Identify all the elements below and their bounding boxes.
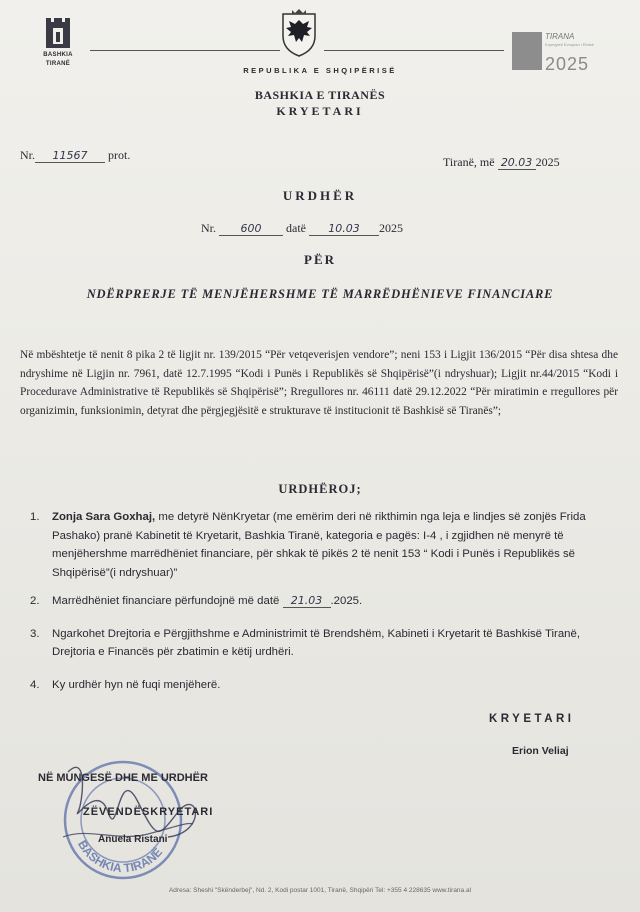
stamp-text: BASHKIA TIRANË xyxy=(74,837,166,876)
protocol-prefix: Nr. xyxy=(20,148,35,162)
item-number: 4. xyxy=(30,678,40,691)
order-date-label: datë xyxy=(286,221,306,235)
issue-date-year: 2025 xyxy=(535,155,560,169)
item-number: 3. xyxy=(30,627,40,640)
tirana-logo-year: 2025 xyxy=(545,54,590,74)
order-subject: NDËRPRERJE TË MENJËHERSHME TË MARRËDHËNIEVE FINANCIARE xyxy=(86,287,554,301)
office-name: KRYETARI xyxy=(276,104,364,118)
item-number: 2. xyxy=(30,595,40,607)
tirana-logo-title: TIRANA xyxy=(545,32,575,41)
order-item-3 xyxy=(20,625,618,662)
protocol-suffix: prot. xyxy=(108,148,131,162)
order-item-1 xyxy=(20,508,618,582)
order-nr-handwritten: 600 xyxy=(219,223,283,236)
item-3-text: Ngarkohet Drejtoria e Përgjithshme e Administrimit të Brendshëm, Kabineti i Kryetarit të Bashkisë Tiranë, Drejtoria e Financës për zbatimin e këtij urdhëri. xyxy=(52,627,580,658)
item-1-bold: Zonja Sara Goxhaj, xyxy=(52,511,156,523)
document-title: URDHËR xyxy=(282,188,358,203)
issue-date-prefix: Tiranë, më xyxy=(443,155,495,169)
tirana-2025-logo xyxy=(512,32,607,74)
logo-label-tirane: TIRANË xyxy=(45,61,71,67)
order-year: 2025 xyxy=(379,221,403,235)
item-2-text-after: .2025. xyxy=(330,595,363,607)
item-2-text-before: Marrëdhëniet financiare përfundojnë më datë xyxy=(52,595,283,607)
issue-date xyxy=(443,155,560,170)
issue-date-handwritten: 20.03 xyxy=(498,157,536,170)
order-item-2 xyxy=(20,592,618,611)
header-rule-left xyxy=(90,50,280,51)
bashkia-logo xyxy=(36,16,80,68)
deputy-title: ZËVENDËSKRYETARI xyxy=(83,806,214,818)
tirana-logo-mark-icon xyxy=(512,32,542,70)
order-item-4 xyxy=(20,676,618,695)
legal-basis-paragraph: Në mbështetje të nenit 8 pika 2 të ligjit nr. 139/2015 “Për vetqeverisjen vendore”; neni 153 i Ligjit 136/2015 “Për disa shtesa dhe ndryshime në Ligjin nr. 7961, datë 12.7.1995 “Kodi i Punës i Republikës së Shqipërisë”(i ndryshuar); Ligjit nr.44/2015 “Kodi i Procedurave Administrative të Republikës së Shqipërisë”; Rregullores nr. 46111 datë 29.12.2022 “Për miratimin e rregullores për organizimin, funksionimin, detyrat dhe përgjegjësitë e strukturave të institucionit të Bashkisë së Tiranës”; xyxy=(20,349,618,417)
deputy-name: Anuela Ristani xyxy=(98,834,168,845)
official-stamp xyxy=(48,742,198,897)
signature-title: KRYETARI xyxy=(489,713,575,725)
protocol-number-handwritten: 11567 xyxy=(35,150,105,163)
logo-label-bashkia: BASHKIA xyxy=(43,52,73,58)
national-emblem xyxy=(279,8,319,63)
item-number: 1. xyxy=(30,511,40,523)
mayor-name: Erion Veliaj xyxy=(512,745,569,757)
castle-icon xyxy=(43,16,73,50)
item-1-text: me detyrë NënKryetar (me emërim deri në rikthimin nga leja e lindjes së zonjës Frida Pashako) pranë Kabinetit të Kryetarit, Bashkia Tiranë, kategoria e pagës: I-4 , i zgjidhen në menyrë të menjëhershme marrëdhëniet financiare, për shkak të pikës 2 të nenit 153 “ Kodi i Punës i Republikës së Shqipërisë”(i ndryshuar)” xyxy=(52,511,586,579)
per-heading: PËR xyxy=(304,252,336,267)
header-rule-right xyxy=(324,50,504,51)
order-nr-prefix: Nr. xyxy=(201,221,216,235)
absence-note: NË MUNGESË DHE ME URDHËR xyxy=(38,772,208,784)
page-footer: Adresa: Sheshi "Skënderbej", Nd. 2, Kodi postar 1001, Tiranë, Shqipëri Tel: +355 4 228635 www.tirana.al xyxy=(168,887,472,894)
order-date-handwritten: 10.03 xyxy=(309,223,379,236)
tirana-logo-tagline: Kryeqyteti Evropian i Rinisë xyxy=(545,42,594,47)
eagle-shield-icon xyxy=(279,8,319,58)
item-4-text: Ky urdhër hyn në fuqi menjëherë. xyxy=(52,678,221,691)
item-2-handwritten-date: 21.03 xyxy=(283,595,331,608)
order-items xyxy=(20,508,618,694)
institution-name: BASHKIA E TIRANËS xyxy=(254,88,386,102)
republika-heading: REPUBLIKA E SHQIPËRISË xyxy=(243,66,397,75)
protocol-number xyxy=(20,148,130,163)
urdheroj-heading: URDHËROJ; xyxy=(278,482,362,496)
order-number xyxy=(201,221,403,236)
